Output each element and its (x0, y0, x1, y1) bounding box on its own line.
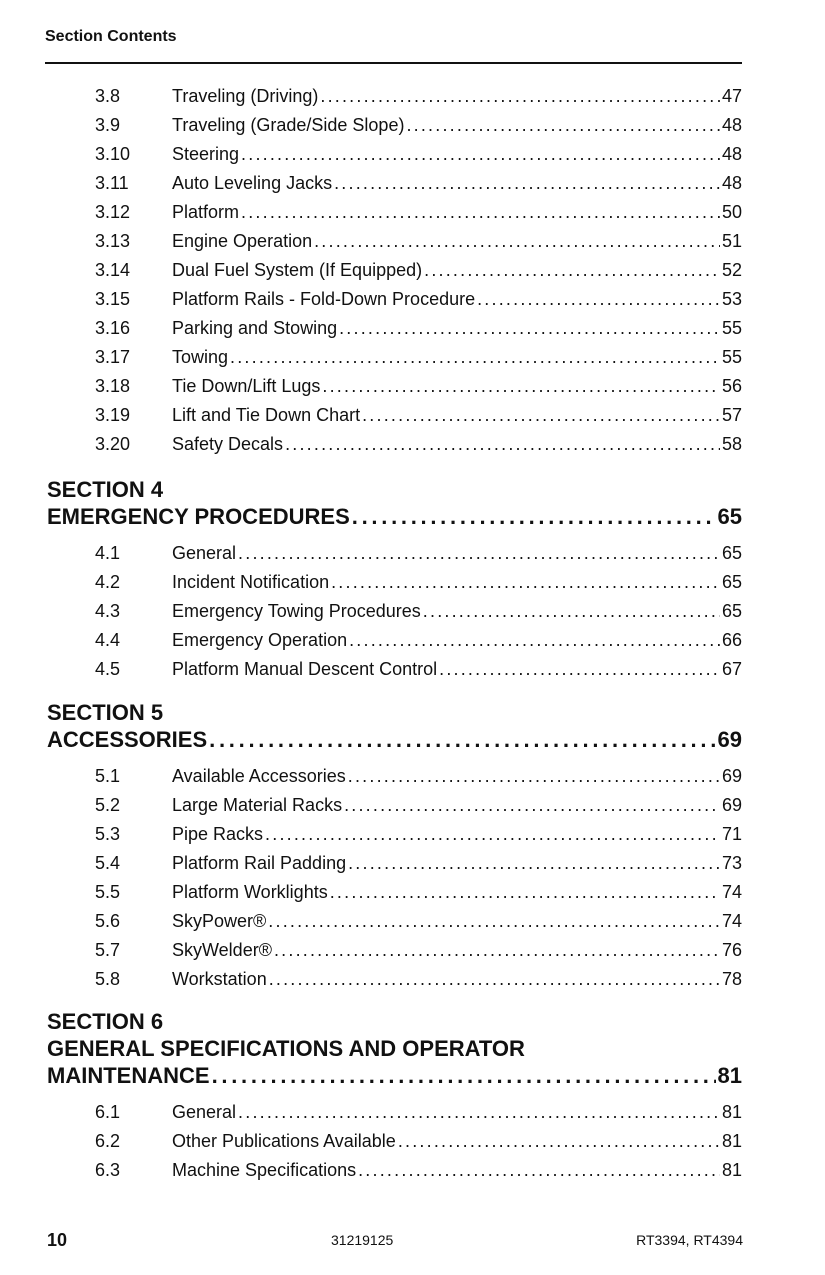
toc-entry-title: Incident Notification (172, 572, 330, 592)
toc-entry-number: 4.4 (95, 630, 121, 650)
toc-entry-page: 48 (721, 173, 742, 193)
dot-leader (314, 227, 720, 256)
toc-entry-page: 48 (721, 144, 742, 164)
toc-entry-title: Pipe Racks (172, 824, 264, 844)
toc-entry[interactable] (95, 820, 742, 849)
dot-leader (274, 936, 720, 965)
footer-models: RT3394, RT4394 (636, 1232, 743, 1248)
toc-entry[interactable] (95, 878, 742, 907)
toc-entry[interactable] (95, 655, 742, 684)
toc-entry[interactable] (95, 568, 742, 597)
dot-leader (349, 626, 720, 655)
toc-entry-page: 50 (721, 202, 742, 222)
dot-leader (241, 140, 720, 169)
section-title: ACCESSORIES (47, 727, 208, 752)
toc-entry-title: SkyPower® (172, 911, 267, 931)
dot-leader (238, 1098, 720, 1127)
toc-entry-number: 6.1 (95, 1102, 121, 1122)
toc-entry[interactable] (95, 1127, 742, 1156)
toc-entry-number: 3.11 (95, 173, 129, 193)
toc-entry-page: 55 (721, 318, 742, 338)
dot-leader (348, 762, 720, 791)
toc-entry-page: 58 (721, 434, 742, 454)
toc-entry-title: Tie Down/Lift Lugs (172, 376, 321, 396)
dot-leader (358, 1156, 720, 1185)
page-header-title: Section Contents (45, 28, 177, 45)
toc-entry-title: General (172, 543, 237, 563)
dot-leader (352, 503, 716, 530)
section-page: 81 (717, 1063, 742, 1088)
toc-entry-title: Available Accessories (172, 766, 346, 786)
toc-entry-title: Platform Rail Padding (172, 853, 347, 873)
toc-entry-title: Large Material Racks (172, 795, 343, 815)
dot-leader (322, 372, 720, 401)
toc-entry[interactable] (95, 791, 742, 820)
dot-leader (406, 111, 720, 140)
toc-entry-title: Platform Manual Descent Control (172, 659, 438, 679)
dot-leader (269, 965, 720, 994)
section-title: MAINTENANCE (47, 1063, 210, 1088)
toc-entry[interactable] (95, 597, 742, 626)
toc-entry-number: 3.14 (95, 260, 131, 280)
dot-leader (398, 1127, 720, 1156)
toc-entry-title: Safety Decals (172, 434, 284, 454)
toc-entry-number: 6.2 (95, 1131, 121, 1151)
section-label: SECTION 4 (47, 477, 164, 502)
toc-entry-page: 55 (721, 347, 742, 367)
toc-entry-title: Towing (172, 347, 229, 367)
toc-entry-title: Traveling (Driving) (172, 86, 319, 106)
dot-leader (348, 849, 720, 878)
dot-leader (320, 82, 720, 111)
toc-entry-page: 65 (721, 543, 742, 563)
toc-entry-page: 69 (721, 795, 742, 815)
toc-entry-number: 4.3 (95, 601, 121, 621)
toc-entry-number: 5.5 (95, 882, 121, 902)
toc-entry-page: 65 (721, 572, 742, 592)
toc-entry-page: 53 (721, 289, 742, 309)
toc-entry[interactable] (95, 256, 742, 285)
toc-entry-number: 3.13 (95, 231, 131, 251)
toc-entry[interactable] (95, 198, 742, 227)
toc-entry-number: 5.6 (95, 911, 121, 931)
toc-entry-title: Workstation (172, 969, 267, 989)
toc-entry-title: SkyWelder® (172, 940, 272, 960)
toc-entry-number: 3.16 (95, 318, 131, 338)
toc-entry-title: Machine Specifications (172, 1160, 357, 1180)
dot-leader (209, 726, 715, 753)
toc-entry-number: 4.1 (95, 543, 121, 563)
toc-entry-page: 67 (721, 659, 742, 679)
toc-entry-number: 5.2 (95, 795, 121, 815)
toc-entry[interactable] (95, 111, 742, 140)
section-page: 65 (717, 504, 742, 529)
toc-entry[interactable] (95, 539, 742, 568)
dot-leader (339, 314, 720, 343)
dot-leader (477, 285, 720, 314)
toc-entry-number: 6.3 (95, 1160, 121, 1180)
toc-entry[interactable] (95, 907, 742, 936)
toc-entry[interactable] (95, 285, 742, 314)
toc-entry[interactable] (95, 227, 742, 256)
dot-leader (241, 198, 720, 227)
section-label: SECTION 5 (47, 700, 164, 725)
dot-leader (330, 878, 720, 907)
dot-leader (212, 1062, 716, 1089)
toc-entry-title: Platform (172, 202, 240, 222)
toc-entry-page: 71 (721, 824, 742, 844)
toc-entry-page: 57 (721, 405, 742, 425)
toc-entry-title: Steering (172, 144, 240, 164)
toc-entry-page: 81 (721, 1160, 742, 1180)
toc-entry-number: 3.17 (95, 347, 131, 367)
toc-entry-page: 74 (721, 911, 742, 931)
footer-page-number: 10 (47, 1230, 68, 1250)
toc-entry[interactable] (95, 1098, 742, 1127)
dot-leader (331, 568, 720, 597)
toc-entry-title: Parking and Stowing (172, 318, 338, 338)
toc-entry-title: Dual Fuel System (If Equipped) (172, 260, 423, 280)
toc-entry[interactable] (95, 1156, 742, 1185)
toc-entry-page: 69 (721, 766, 742, 786)
toc-entry-page: 76 (721, 940, 742, 960)
toc-entry-title: Platform Rails - Fold-Down Procedure (172, 289, 476, 309)
toc-entry-page: 52 (721, 260, 742, 280)
toc-entry-title: Emergency Operation (172, 630, 348, 650)
dot-leader (265, 820, 720, 849)
toc-entry-page: 81 (721, 1131, 742, 1151)
toc-entry-page: 48 (721, 115, 742, 135)
toc-entry-number: 5.8 (95, 969, 121, 989)
dot-leader (238, 539, 720, 568)
toc-entry-title: Lift and Tie Down Chart (172, 405, 361, 425)
dot-leader (423, 597, 720, 626)
toc-entry[interactable] (95, 936, 742, 965)
toc-entry[interactable] (95, 965, 742, 994)
section-title: EMERGENCY PROCEDURES (47, 504, 350, 529)
toc-entry-title: General (172, 1102, 237, 1122)
toc-entry-title: Auto Leveling Jacks (172, 173, 333, 193)
toc-entry-number: 3.20 (95, 434, 131, 454)
toc-entry-number: 3.18 (95, 376, 131, 396)
dot-leader (362, 401, 720, 430)
toc-entry[interactable] (95, 401, 742, 430)
toc-entry-number: 3.12 (95, 202, 131, 222)
toc-entry[interactable] (95, 82, 742, 111)
toc-entry-page: 65 (721, 601, 742, 621)
header-divider (45, 62, 742, 64)
toc-entry-title: Other Publications Available (172, 1131, 396, 1151)
toc-entry[interactable] (95, 140, 742, 169)
toc-entry-number: 3.19 (95, 405, 131, 425)
dot-leader (344, 791, 720, 820)
toc-entry[interactable] (95, 626, 742, 655)
dot-leader (285, 430, 720, 459)
dot-leader (268, 907, 720, 936)
toc-entry[interactable] (95, 169, 742, 198)
toc-entry-number: 5.4 (95, 853, 121, 873)
toc-entry-number: 4.2 (95, 572, 121, 592)
toc-entry[interactable] (95, 372, 742, 401)
dot-leader (334, 169, 720, 198)
toc-entry[interactable] (95, 762, 742, 791)
section-heading[interactable] (47, 476, 742, 530)
toc-entry-page: 47 (721, 86, 742, 106)
dot-leader (230, 343, 720, 372)
toc-entry-page: 74 (721, 882, 742, 902)
section-label: SECTION 6 (47, 1009, 164, 1034)
toc-entry-number: 3.8 (95, 86, 121, 106)
toc-entry-page: 51 (721, 231, 742, 251)
section-heading[interactable] (47, 699, 742, 753)
toc-entry-number: 3.9 (95, 115, 121, 135)
section-page: 69 (717, 727, 742, 752)
toc-entry-page: 73 (721, 853, 742, 873)
toc-entry-number: 4.5 (95, 659, 121, 679)
toc-entry[interactable] (95, 314, 742, 343)
toc-entry-page: 78 (721, 969, 742, 989)
toc-entry-number: 5.1 (95, 766, 121, 786)
section-title-line: GENERAL SPECIFICATIONS AND OPERATOR (47, 1036, 525, 1061)
toc-entry-title: Platform Worklights (172, 882, 328, 902)
toc-entry-number: 3.10 (95, 144, 131, 164)
footer-doc-number: 31219125 (331, 1232, 394, 1248)
dot-leader (439, 655, 720, 684)
toc-entry[interactable] (95, 343, 742, 372)
toc-entry-number: 3.15 (95, 289, 131, 309)
toc-entry-title: Traveling (Grade/Side Slope) (172, 115, 405, 135)
toc-entry-title: Emergency Towing Procedures (172, 601, 421, 621)
section-heading[interactable] (47, 1008, 742, 1089)
toc-entry-number: 5.3 (95, 824, 121, 844)
toc-entry-page: 56 (721, 376, 742, 396)
toc-entry-page: 81 (721, 1102, 742, 1122)
dot-leader (424, 256, 720, 285)
toc-entry[interactable] (95, 849, 742, 878)
toc-entry-page: 66 (721, 630, 742, 650)
toc-entry-title: Engine Operation (172, 231, 313, 251)
toc-entry-number: 5.7 (95, 940, 121, 960)
toc-entry[interactable] (95, 430, 742, 459)
